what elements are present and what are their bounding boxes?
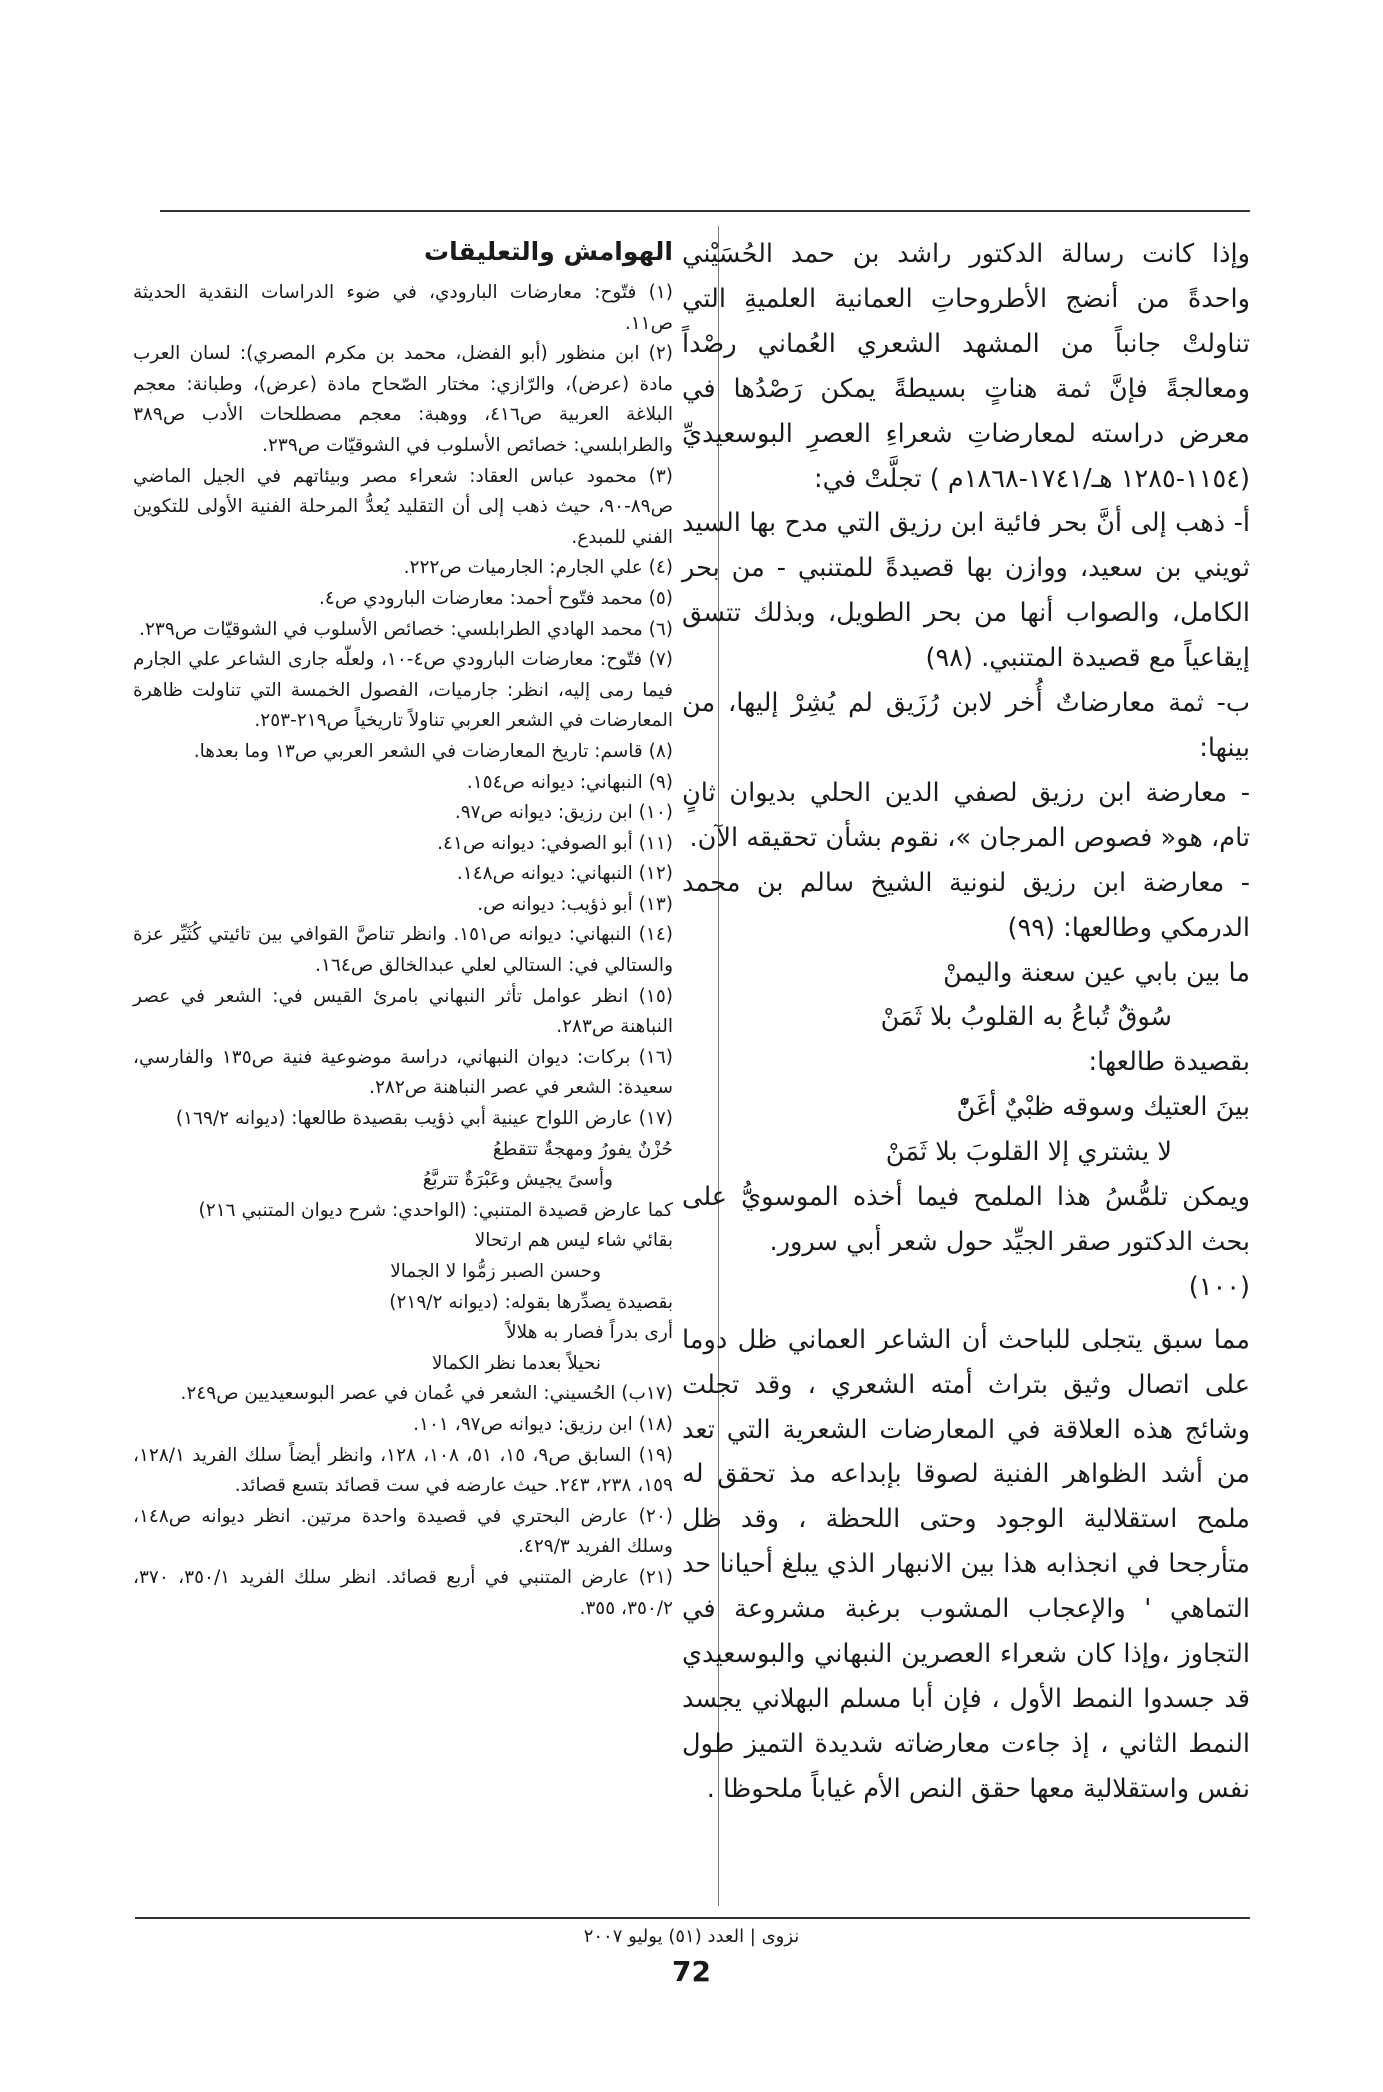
note-17-verse-5: أرى بدراً فصار به هلالاً [506,1322,673,1344]
verse-4: لا يشتري إلا القلوبَ بلا ثَمَنْ [885,1137,1172,1168]
note-9: (٩) النبهاني: ديوانه ص١٥٤. [466,771,673,793]
main-paragraph-2: أ- ذهب إلى أنَّ بحر فائية ابن رزيق التي مدح بها السيد ثويني بن سعيد، ووازن بها قصيدةً للمتنبي - من بحر الكامل، والصواب أنها من بحر الطويل، وبذلك تتسق إيقاعياً مع قصيدة المتنبي. (٩٨) [682,508,1250,674]
verse-3: بينَ العتيك وسوقه ظبْيٌ أغَنّْ [956,1092,1250,1123]
note-3: (٣) محمود عباس العقاد: شعراء مصر وبيئاتهم في الجيل الماضي ص٨٩-٩٠، حيث ذهب إلى أن التقليد يُعدُّ المرحلة الفنية الأولى للتكوين الفني للمبدع. [133,465,673,548]
main-paragraph-1: وإذا كانت رسالة الدكتور راشد بن حمد الحُسَيْني واحدةً من أنضج الأطروحاتِ العمانية العلميةِ التي تناولتْ جانباً من المشهد الشعري العُماني رصْداً ومعالجةً فإنَّ ثمة هناتٍ بسيطةً يمكن رَصْدُها في معرض دراسته لمعارضاتِ شعراءِ العصرِ البوسعيديِّ (١١٥٤-١٢٨٥ هـ/١٧٤١-١٨٦٨م ) تجلَّتْ في: [682,239,1250,494]
top-rule [160,210,1250,212]
note-7: (٧) فتّوح: معارضات البارودي ص٤-١٠، ولعلّه جارى الشاعر علي الجارم فيما رمى إليه، انظر: جارميات، الفصول الخمسة التي تناولت ظاهرة المعارضات في الشعر العربي تناولاً تاريخياً ص٢١٩-٢٥٣. [133,649,674,732]
note-17-verse-2: وأسىً يجيش وعَبْرَةٌ تتربَّعُ [422,1169,613,1191]
note-6: (٦) محمد الهادي الطرابلسي: خصائص الأسلوب في الشوقيّات ص٢٣٩. [139,618,673,640]
main-paragraph-8: مما سبق يتجلى للباحث أن الشاعر العماني ظل دوما على اتصال وثيق بتراث أمته الشعري ، وقد تجلت وشائج هذه العلاقة في المعارضات الشعرية التي تعد من أشد الظواهر الفنية لصوقا بإبداعه مذ تحقق له ملمح استقلالية الوجود وحتى اللحظة ، وقد ظل متأرجحا في انجذابه هذا بين الانبهار الذي يبلغ أحيانا حد التماهي ' والإعجاب المشوب برغبة مشروعة في التجاوز ،وإذا كان شعراء العصرين النبهاني والبوسعيدي قد جسدوا النمط الأول ، فإن أبا مسلم البهلاني يجسد النمط الثاني ، إذ جاءت معارضاته شديدة التميز طول نفس واستقلالية معها حقق النص الأم غياباً ملحوظا . [682,1324,1250,1804]
note-18: (١٨) ابن رزيق: ديوانه ص٩٧، ١٠١. [413,1413,673,1435]
main-paragraph-7: ويمكن تلمُّسُ هذا الملمح فيما أخذه الموسويُّ على بحث الدكتور صقر الجيِّد حول شعر أبي سرور. [682,1182,1250,1257]
note-4: (٤) علي الجارم: الجارميات ص٢٢٢. [403,557,673,579]
notes-heading: الهوامش والتعليقات [424,237,673,266]
note-1: (١) فتّوح: معارضات البارودي، في ضوء الدراسات النقدية الحديثة ص١١. [133,282,673,334]
verse-1: ما بين بابي عين سعنة واليمنْ [943,957,1250,988]
main-paragraph-6: بقصيدة طالعها: [1088,1047,1250,1078]
notes-column [133,232,673,1624]
note-17: (١٧) عارض اللواح عينية أبي ذؤيب بقصيدة طالعها: (ديوانه ١٦٩/٢) [175,1108,673,1130]
page-number: 72 [672,1955,711,1988]
note-17-verse-6: نحيلاً بعدما نظر الكمالا [431,1352,601,1374]
footnote-ref-100: (١٠٠) [1188,1271,1250,1302]
note-8: (٨) قاسم: تاريخ المعارضات في الشعر العربي ص١٣ وما بعدها. [193,740,673,762]
note-17-verse-1: حُزْنٌ يفورُ ومهجةٌ تتقطعُ [492,1138,673,1160]
bottom-rule [135,1917,1250,1919]
note-16: (١٦) بركات: ديوان النبهاني، دراسة موضوعية فنية ص١٣٥ والفارسي، سعيدة: الشعر في عصر النباهنة ص٢٨٢. [133,1046,673,1099]
note-2: (٢) ابن منظور (أبو الفضل، محمد بن مكرم المصري): لسان العرب مادة (عرض)، والرّازي: مختار الصّحاح مادة (عرض)، وطبانة: معجم البلاغة العربية ص٤١٦، ووهبة: معجم مصطلحات الأدب ص٣٨٩ والطرابلسي: خصائص الأسلوب في الشوقيّات ص٢٣٩. [133,343,674,456]
main-text-column [682,232,1250,1812]
note-17-verse-4: وحسن الصبر زمُّوا لا الجمالا [390,1261,601,1282]
note-20: (٢٠) عارض البحتري في قصيدة واحدة مرتين. انظر ديوانه ص١٤٨، وسلك الفريد ٤٢٩/٣. [133,1505,673,1558]
note-13: (١٣) أبو ذؤيب: ديوانه ص. [477,893,673,915]
main-paragraph-3: ب- ثمة معارضاتٌ أُخر لابن رُزَيق لم يُشِرْ إليها، من بينها: [682,688,1250,763]
note-21: (٢١) عارض المتنبي في أربع قصائد. انظر سلك الفريد ٣٥٠/١، ٣٧٠، ٣٥٠/٢، ٣٥٥. [133,1566,673,1619]
verse-2: سُوقٌ تُباعُ به القلوبُ بلا ثَمَنْ [880,1002,1172,1033]
note-10: (١٠) ابن رزيق: ديوانه ص٩٧. [454,802,673,824]
note-17-d: (١٧ب) الحُسيني: الشعر في عُمان في عصر البوسعيديين ص٢٤٩. [180,1383,673,1405]
main-paragraph-5: - معارضة ابن رزيق لنونية الشيخ سالم بن محمد الدرمكي وطالعها: (٩٩) [682,867,1250,943]
note-11: (١١) أبو الصوفي: ديوانه ص٤١. [437,832,673,854]
note-15: (١٥) انظر عوامل تأثر النبهاني بامرئ القيس في: الشعر في عصر النباهنة ص٢٨٣. [133,985,673,1038]
note-19: (١٩) السابق ص٩، ١٥، ٥١، ١٠٨، ١٢٨، وانظر أيضاً سلك الفريد ١٢٨/١، ١٥٩، ٢٣٨، ٢٤٣. حيث عارضه في ست قصائد بتسع قصائد. [133,1444,673,1497]
note-12: (١٢) النبهاني: ديوانه ص١٤٨. [456,863,673,885]
note-17-verse-3: بقائي شاء ليس هم ارتحالا [474,1230,673,1252]
note-14: (١٤) النبهاني: ديوانه ص١٥١. وانظر تناصَّ القوافي بين تائيتي كُثَيِّر عزة والستالي في: الستالي لعلي عبدالخالق ص١٦٤. [133,924,673,977]
note-17-c: بقصيدة يصدِّرها بقوله: (ديوانه ٢١٩/٢) [389,1291,673,1313]
note-17-b: كما عارض قصيدة المتنبي: (الواحدي: شرح ديوان المتنبي ٢١٦) [198,1199,673,1221]
note-5: (٥) محمد فتّوح أحمد: معارضات البارودي ص٤. [319,587,673,609]
journal-issue-footer: نزوى | العدد (٥١) يوليو ٢٠٠٧ [583,1926,800,1947]
main-paragraph-4: - معارضة ابن رزيق لصفي الدين الحلي بديوان ثانٍ تام، هو« فصوص المرجان »، نقوم بشأن تحقيقه الآن. [682,777,1250,853]
